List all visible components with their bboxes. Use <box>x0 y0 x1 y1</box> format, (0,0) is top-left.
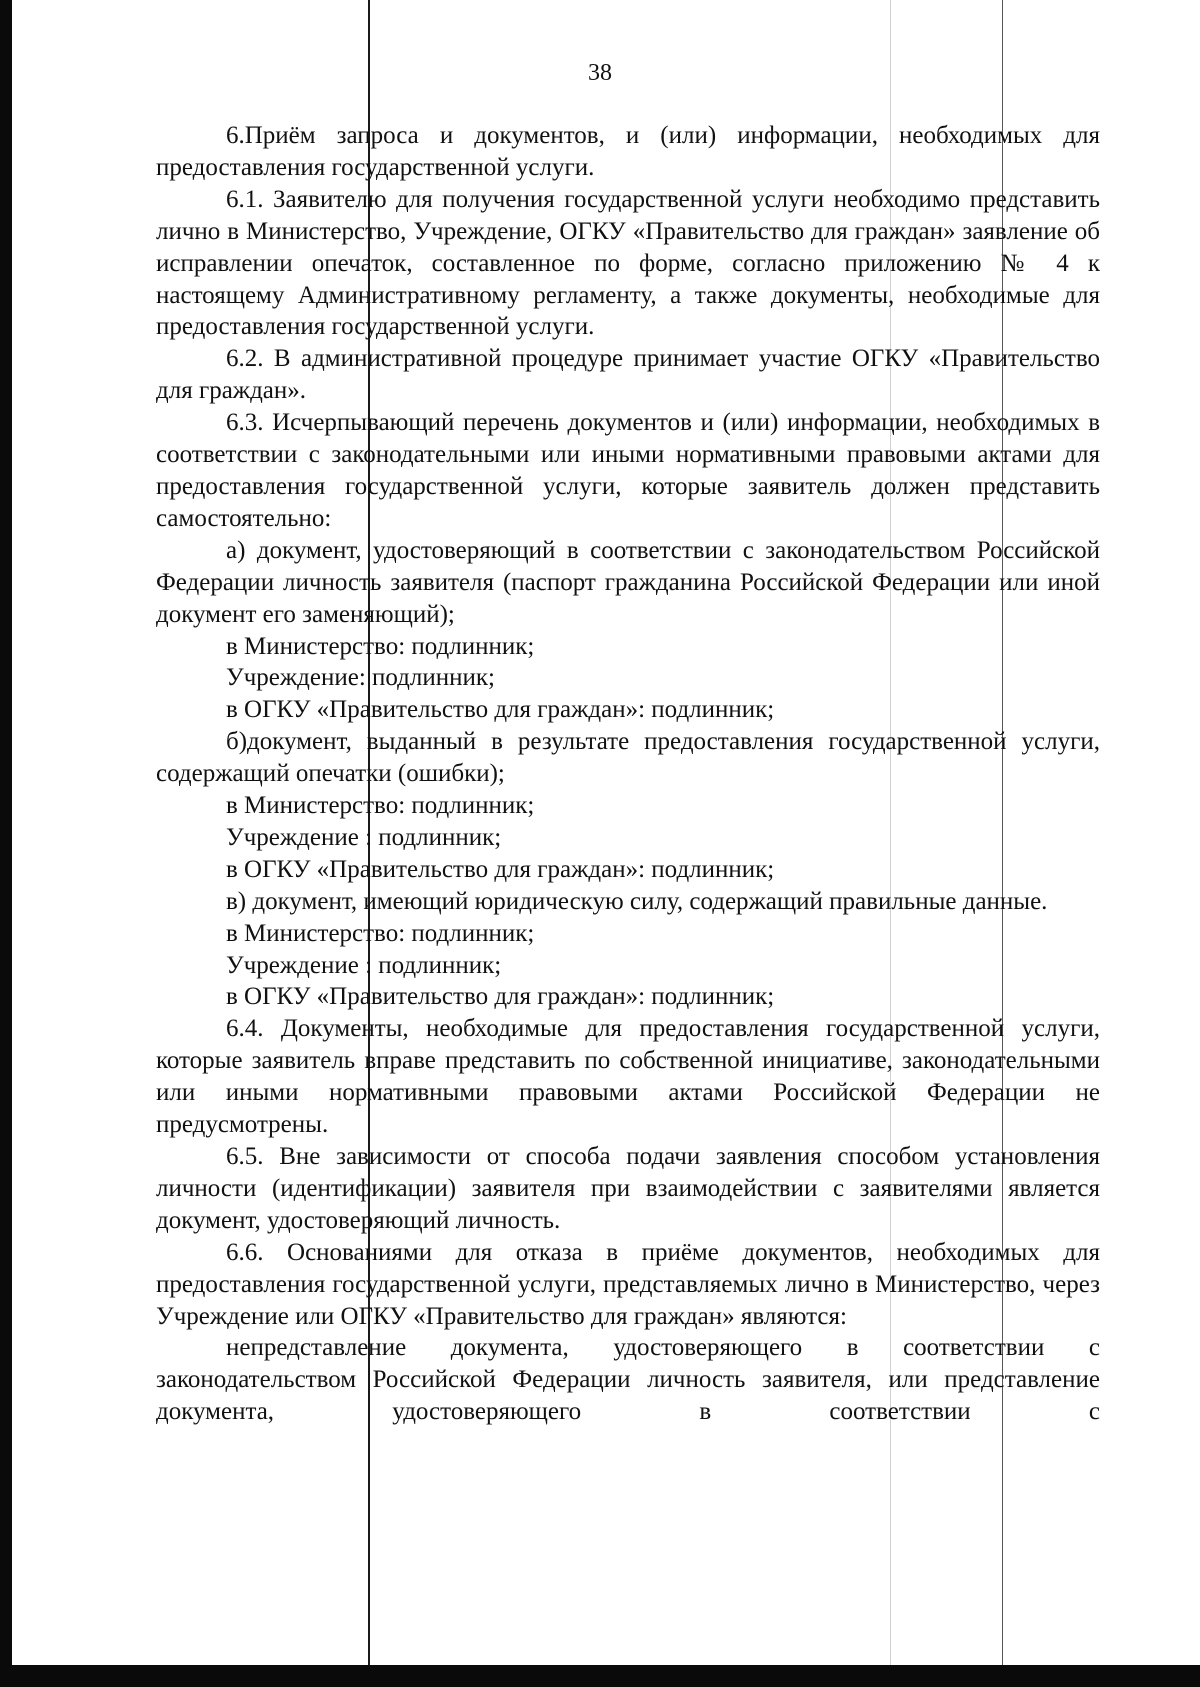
document-body <box>156 120 1100 1428</box>
paragraph-continuation: непредставление документа, удостоверяющего в соответствии с законодательством Российской Федерации личность заявителя, или представление документа, удостоверяющего в соответствии с <box>156 1334 1100 1426</box>
scan-bottom-edge <box>0 1665 1200 1687</box>
list-line: в ОГКУ «Правительство для граждан»: подлинник; <box>226 855 775 883</box>
list-item-a: а) документ, удостоверяющий в соответствии с законодательством Российской Федерации личность заявителя (паспорт гражданина Российской Федерации или иной документ его заменяющий); <box>156 536 1100 628</box>
list-item-b: б)документ, выданный в результате предоставления государственной услуги, содержащий опечатки (ошибки); <box>156 728 1100 788</box>
paragraph-6-2: 6.2. В административной процедуре принимает участие ОГКУ «Правительство для граждан». <box>156 345 1100 405</box>
paragraph-6: 6.Приём запроса и документов, и (или) информации, необходимых для предоставления государственной услуги. <box>156 122 1100 181</box>
list-line: Учреждение : подлинник; <box>226 951 502 979</box>
list-line: в Министерство: подлинник; <box>226 792 535 820</box>
list-line: в Министерство: подлинник; <box>226 632 535 660</box>
paragraph-6-1: 6.1. Заявителю для получения государственной услуги необходимо представить лично в Министерство, Учреждение, ОГКУ «Правительство для граждан» заявление об исправлении опечаток, составленное по форме, согласно приложению № 4 к настоящему Административному регламенту, а также документы, необходимые для предоставления государственной услуги. <box>156 185 1100 341</box>
page-number: 38 <box>588 60 612 86</box>
paragraph-6-6: 6.6. Основаниями для отказа в приёме документов, необходимых для предоставления государственной услуги, представляемых лично в Министерство, через Учреждение или ОГКУ «Правительство для граждан» являются: <box>156 1238 1100 1330</box>
list-line: Учреждение : подлинник; <box>226 823 502 851</box>
list-line: в Министерство: подлинник; <box>226 919 535 947</box>
scan-left-edge <box>0 0 12 1687</box>
paragraph-6-3: 6.3. Исчерпывающий перечень документов и (или) информации, необходимых в соответствии с законодательными или иными нормативными правовыми актами для предоставления государственной услуги, которые заявитель должен представить самостоятельно: <box>156 409 1100 532</box>
list-item-v: в) документ, имеющий юридическую силу, содержащий правильные данные. <box>226 887 1048 915</box>
paragraph-6-5: 6.5. Вне зависимости от способа подачи заявления способом установления личности (идентификации) заявителя при взаимодействии с заявителями является документ, удостоверяющий личность. <box>156 1143 1100 1234</box>
list-line: в ОГКУ «Правительство для граждан»: подлинник; <box>226 983 775 1011</box>
paragraph-6-4: 6.4. Документы, необходимые для предоставления государственной услуги, которые заявитель вправе представить по собственной инициативе, законодательными или иными нормативными правовыми актами Российской Федерации не предусмотрены. <box>156 1015 1100 1139</box>
list-line: в ОГКУ «Правительство для граждан»: подлинник; <box>226 696 775 724</box>
list-line: Учреждение: подлинник; <box>226 664 495 692</box>
